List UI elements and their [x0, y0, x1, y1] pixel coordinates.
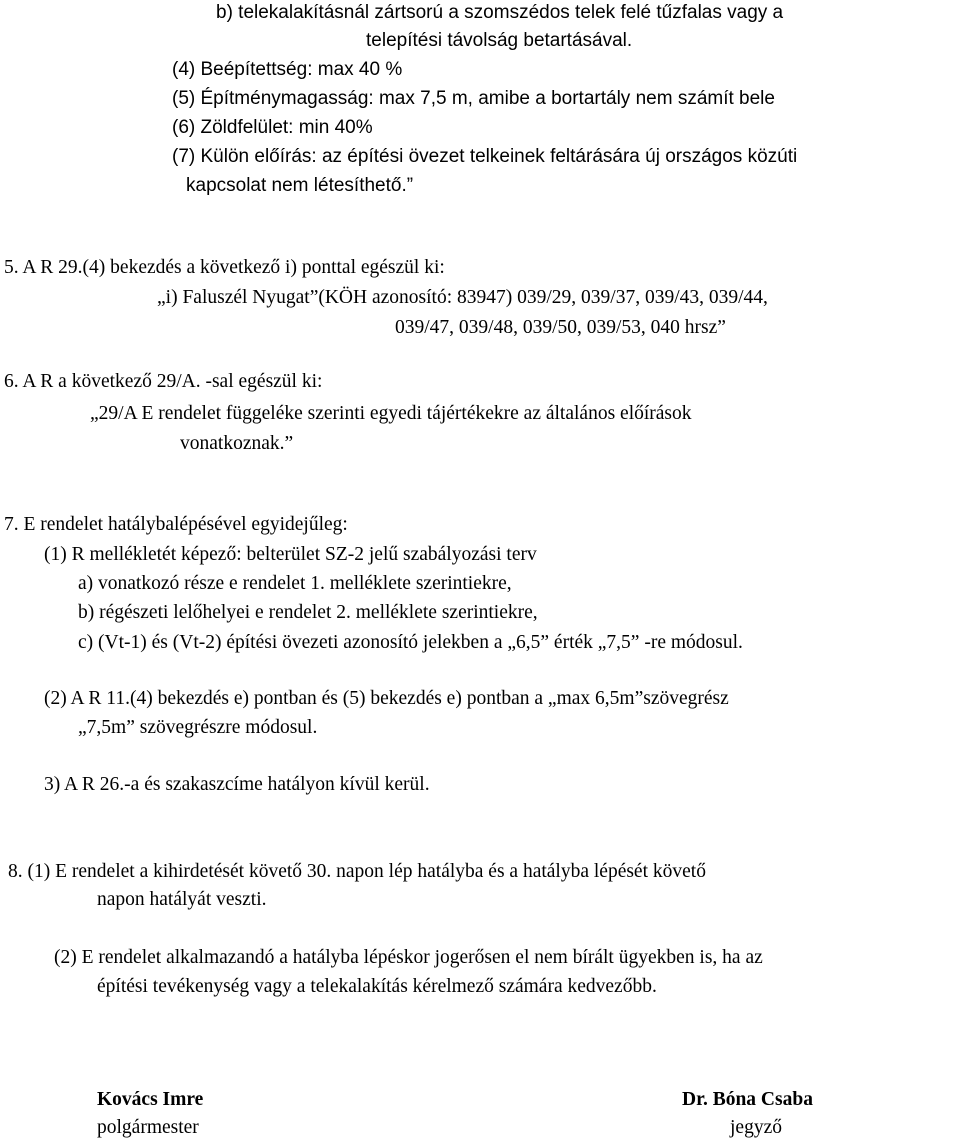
text-line: (6) Zöldfelület: min 40% [172, 117, 373, 138]
text-line: „i) Faluszél Nyugat”(KÖH azonosító: 83947) 039/29, 039/37, 039/43, 039/44, [157, 287, 768, 308]
section-8-heading: 8. (1) E rendelet a kihirdetését követő 30. napon lép hatályba és a hatályba lépését követő [8, 861, 706, 882]
text-line: kapcsolat nem létesíthető.” [186, 175, 414, 196]
text-line: „29/A E rendelet függeléke szerinti egyedi tájértékekre az általános előírások [90, 403, 692, 424]
text-line: 039/47, 039/48, 039/50, 039/53, 040 hrsz” [395, 317, 726, 338]
text-line: b) régészeti lelőhelyei e rendelet 2. melléklete szerintiekre, [78, 602, 538, 623]
section-5-heading: 5. A R 29.(4) bekezdés a következő i) ponttal egészül ki: [4, 257, 445, 278]
signatory-name-left: Kovács Imre [97, 1089, 204, 1110]
text-line: b) telekalakításnál zártsorú a szomszédos telek felé tűzfalas vagy a [216, 2, 784, 23]
text-line: építési tevékenység vagy a telekalakítás kérelmező számára kedvezőbb. [97, 976, 657, 997]
section-7-heading: 7. E rendelet hatálybalépésével egyidejűleg: [4, 514, 348, 535]
text-line: „7,5m” szövegrészre módosul. [78, 717, 318, 738]
text-line: c) (Vt-1) és (Vt-2) építési övezeti azonosító jelekben a „6,5” érték „7,5” -re módosul. [78, 632, 743, 653]
text-line: (4) Beépítettség: max 40 % [172, 59, 403, 80]
section-6-heading: 6. A R a következő 29/A. -sal egészül ki: [4, 371, 323, 392]
text-line: napon hatályát veszti. [97, 889, 267, 910]
text-line: vonatkoznak.” [180, 433, 294, 454]
signatory-title-left: polgármester [97, 1117, 199, 1138]
signatory-title-right: jegyző [730, 1117, 782, 1138]
text-line: (5) Építménymagasság: max 7,5 m, amibe a bortartály nem számít bele [172, 88, 775, 109]
text-line: a) vonatkozó része e rendelet 1. melléklete szerintiekre, [78, 573, 512, 594]
text-line: (2) E rendelet alkalmazandó a hatályba lépéskor jogerősen el nem bírált ügyekben is, ha az [54, 947, 763, 968]
text-line: (7) Külön előírás: az építési övezet telkeinek feltárására új országos közúti [172, 146, 798, 167]
text-line: (2) A R 11.(4) bekezdés e) pontban és (5) bekezdés e) pontban a „max 6,5m”szövegrész [44, 688, 729, 709]
text-line: 3) A R 26.-a és szakaszcíme hatályon kívül kerül. [44, 774, 430, 795]
text-line: telepítési távolság betartásával. [366, 30, 633, 51]
text-line: (1) R mellékletét képező: belterület SZ-2 jelű szabályozási terv [44, 544, 537, 565]
signatory-name-right: Dr. Bóna Csaba [682, 1089, 813, 1110]
